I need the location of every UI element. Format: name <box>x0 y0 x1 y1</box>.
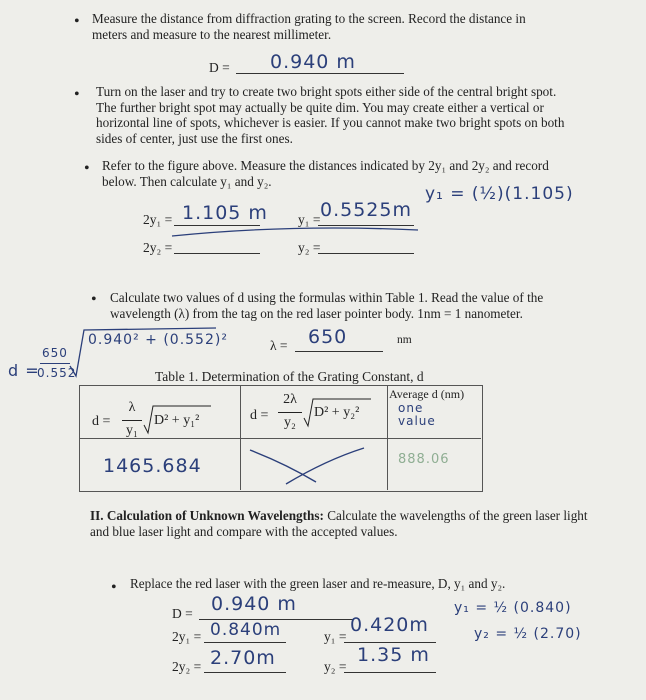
y2-underline <box>318 253 414 254</box>
lambda-label: λ = <box>270 338 288 353</box>
section2-heading-bold: II. Calculation of Unknown Wavelengths: <box>90 508 324 523</box>
s2-two-y2-underline <box>204 672 286 673</box>
instruction-measure-distance: Measure the distance from diffraction grating to the screen. Record the distance in meters and measure to the nearest millimeter. <box>92 11 526 42</box>
bullet-2: • <box>74 86 80 103</box>
row1-col2-cross <box>246 444 366 486</box>
section2-heading <box>90 508 592 539</box>
two-y2-underline <box>174 253 260 254</box>
col2-radicand: D² + y₂² <box>314 405 360 420</box>
s2-y1-value: 0.420m <box>350 614 429 636</box>
d-label: D = <box>209 60 230 75</box>
s2-d-label: D = <box>172 606 193 621</box>
side-calc-d: d = <box>8 361 40 380</box>
lambda-value: 650 <box>308 326 348 348</box>
s2-two-y2-label: 2y₂ = <box>172 659 202 674</box>
col1-den: y₁ <box>126 423 138 438</box>
col1-radicand: D² + y₁² <box>154 413 200 428</box>
s2-d-value: 0.940 m <box>211 593 297 615</box>
bullet-3: • <box>84 160 90 177</box>
col2-frac-bar <box>278 412 302 413</box>
instruction-laser-spots: Turn on the laser and try to create two bright spots either side of the central bright spot. The further bright spot may actually be quite dim. You may create either a vertical or horizontal line of spots, whichever is easier. If you cannot make two bright spots on both sides of center, just use the first ones. <box>96 84 565 146</box>
bullet-4: • <box>91 291 97 308</box>
col1-num: λ <box>128 400 136 415</box>
lambda-underline <box>295 351 383 352</box>
y1-value: 0.5525m <box>320 199 412 221</box>
s2-two-y1-label: 2y₁ = <box>172 629 202 644</box>
s2-y1-work: y₁ = ½ (0.840) <box>454 600 572 616</box>
s2-y1-label: y₁ = <box>324 629 347 644</box>
s2-y2-value: 1.35 m <box>357 644 430 666</box>
two-y1-value: 1.105 m <box>182 202 268 224</box>
side-calc-frac-bar <box>40 363 70 364</box>
instruction-green-laser: Replace the red laser with the green laser and re-measure, D, y₁ and y₂. <box>130 576 506 591</box>
row1-col1-value: 1465.684 <box>103 455 202 477</box>
instruction-measure-2y: Refer to the figure above. Measure the distances indicated by 2y₁ and 2y₂ and record below. Then calculate y₁ and y₂. <box>102 158 549 189</box>
s2-y2-label: y₂ = <box>324 659 347 674</box>
side-calc-radicand: 0.940² + (0.552)² <box>88 332 228 348</box>
instruction-calc-d: Calculate two values of d using the formulas within Table 1. Read the value of the wavelength (λ) from the tag on the red laser pointer body. 1nm = 1 nanometer. <box>110 290 544 321</box>
y1-work: y₁ = (½)(1.105) <box>425 184 574 204</box>
d-value: 0.940 m <box>270 51 356 73</box>
d-underline <box>236 73 404 74</box>
col1-formula-lhs: d = <box>92 414 111 429</box>
s2-two-y1-underline <box>204 642 286 643</box>
col3-header: Average d (nm) <box>389 387 465 401</box>
row1-col3-value: 888.06 <box>398 452 450 467</box>
two-y2-label: 2y₂ = <box>143 240 173 255</box>
y2-label: y₂ = <box>298 240 321 255</box>
col1-frac-bar <box>122 420 142 421</box>
col2-num: 2λ <box>283 392 297 407</box>
s2-y1-underline <box>344 642 436 643</box>
bullet-1: • <box>74 13 80 30</box>
s2-y2-work: y₂ = ½ (2.70) <box>474 626 582 642</box>
lambda-unit: nm <box>397 334 412 346</box>
table1-caption: Table 1. Determination of the Grating Constant, d <box>155 369 424 384</box>
s2-y2-underline <box>344 672 436 673</box>
col2-formula-lhs: d = <box>250 408 269 423</box>
y1-label: y₁ = <box>298 212 321 227</box>
s2-two-y2-value: 2.70m <box>210 647 276 669</box>
two-y1-label: 2y₁ = <box>143 212 173 227</box>
bullet-5: • <box>111 579 117 596</box>
strike-line <box>170 222 420 242</box>
col3-note: one value <box>398 401 436 428</box>
section2-heading-rest: Calculate the wavelengths of the green laser light and blue laser light and compare with the accepted values. <box>90 508 588 539</box>
side-calc-num: 650 <box>42 346 68 360</box>
s2-two-y1-value: 0.840m <box>210 620 282 640</box>
col2-den: y₂ <box>284 415 296 430</box>
side-calc-den: 0.552 <box>37 366 77 380</box>
